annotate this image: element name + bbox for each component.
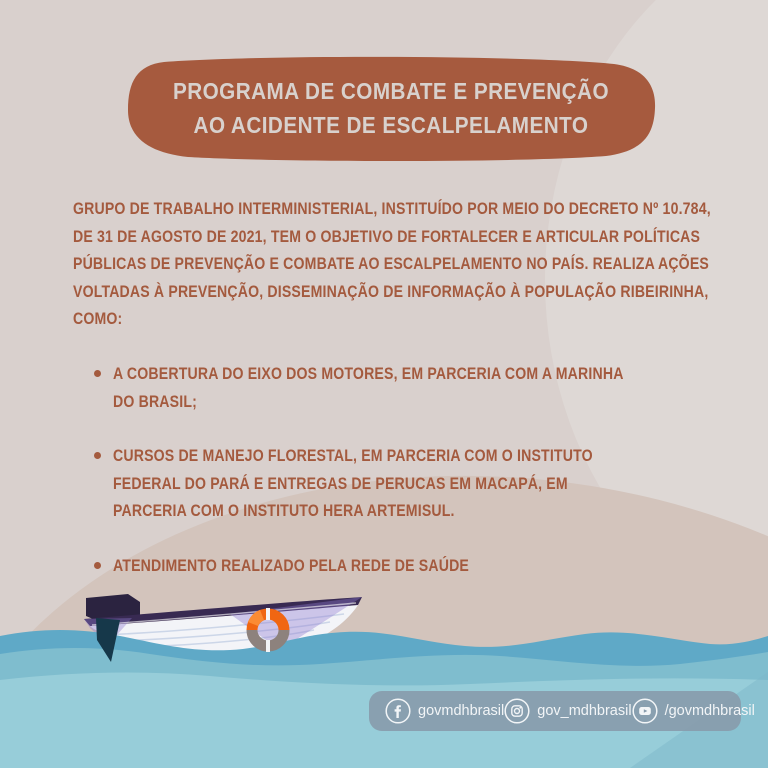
bullet-text: A COBERTURA DO EIXO DOS MOTORES, EM PARCERIA COM A MARINHA DO BRASIL; [113,364,624,411]
instagram-handle-text: gov_mdhbrasil [537,703,632,719]
youtube-handle-text: /govmdhbrasil [664,703,755,719]
instagram-handle [504,698,631,724]
bullet-text: CURSOS DE MANEJO FLORESTAL, EM PARCERIA COM O INSTITUTO FEDERAL DO PARÁ E ENTREGAS DE PERUCAS EM MACAPÁ, EM PARCERIA COM O INSTITUTO HERA ARTEMISUL. [113,446,593,520]
bullet-dot [94,452,101,459]
social-banner [369,691,755,731]
facebook-handle [385,698,504,724]
youtube-icon [632,698,658,724]
title-banner [122,53,660,163]
facebook-icon [385,698,411,724]
bullet-dot [94,562,101,569]
poster-title-line2: AO ACIDENTE DE ESCALPELAMENTO [193,112,589,138]
poster-title [149,53,633,163]
bullet-dot [94,370,101,377]
list-item [94,442,734,525]
list-item [94,552,734,580]
intro-paragraph: GRUPO DE TRABALHO INTERMINISTERIAL, INSTITUÍDO POR MEIO DO DECRETO Nº 10.784, DE 31 DE AGOSTO DE 2021, TEM O OBJETIVO DE FORTALECER E ARTICULAR POLÍTICAS PÚBLICAS DE PREVENÇÃO E COMBATE AO ESCALPELAMENTO NO PAÍS. REALIZA AÇÕES VOLTADAS À PREVENÇÃO, DISSEMINAÇÃO DE INFORMAÇÃO À POPULAÇÃO RIBEIRINHA, COMO: [73,199,711,328]
boat-waves-illustration [0,588,768,768]
instagram-icon [504,698,530,724]
facebook-handle-text: govmdhbrasil [418,703,505,719]
bullet-list [94,360,734,606]
bullet-text: ATENDIMENTO REALIZADO PELA REDE DE SAÚDE [113,555,470,575]
poster-title-line1: PROGRAMA DE COMBATE E PREVENÇÃO [172,78,610,104]
list-item [94,360,734,415]
youtube-handle [632,698,755,724]
